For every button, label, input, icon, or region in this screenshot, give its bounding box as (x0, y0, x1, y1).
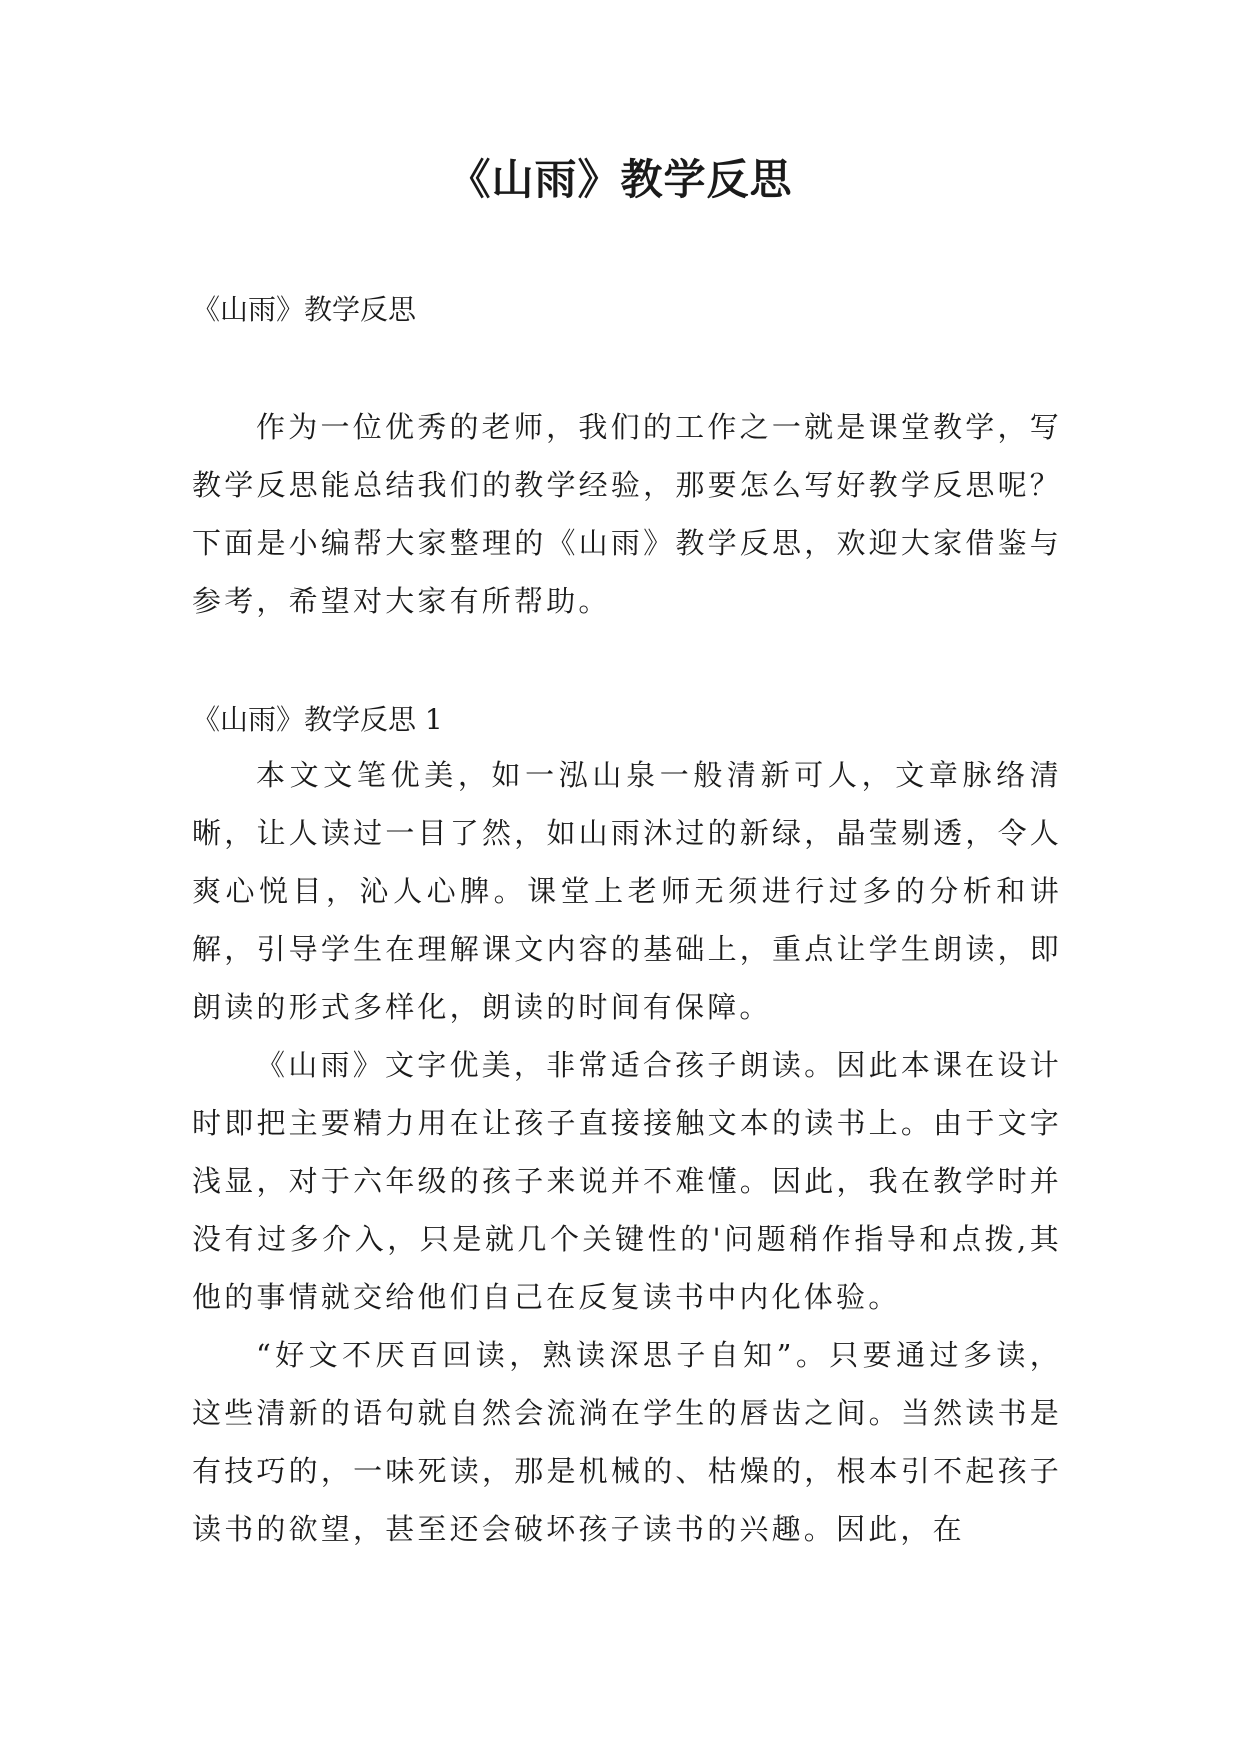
body-paragraph-1: 本文文笔优美，如一泓山泉一般清新可人，文章脉络清晰，让人读过一目了然，如山雨沐过的新绿，晶莹剔透，令人爽心悦目，沁人心脾。课堂上老师无须进行过多的分析和讲解，引导学生在理解课文内容的基础上，重点让学生朗读，即朗读的形式多样化，朗读的时间有保障。 (192, 758, 1062, 1024)
document-title: 《山雨》教学反思 (448, 155, 793, 204)
body-paragraph-2: 《山雨》文字优美，非常适合孩子朗读。因此本课在设计时即把主要精力用在让孩子直接接触文本的读书上。由于文字浅显，对于六年级的孩子来说并不难懂。因此，我在教学时并没有过多介入，只是就几个关键性的'问题稍作指导和点拨,其他的事情就交给他们自己在反复读书中内化体验。 (192, 1048, 1062, 1314)
intro-paragraph: 作为一位优秀的老师，我们的工作之一就是课堂教学，写教学反思能总结我们的教学经验，那要怎么写好教学反思呢？下面是小编帮大家整理的《山雨》教学反思，欢迎大家借鉴与参考，希望对大家有所帮助。 (192, 410, 1062, 618)
document-subtitle: 《山雨》教学反思 (192, 293, 417, 326)
body-paragraph-3: “好文不厌百回读，熟读深思子自知”。只要通过多读，这些清新的语句就自然会流淌在学生的唇齿之间。当然读书是有技巧的，一味死读，那是机械的、枯燥的，根本引不起孩子读书的欲望，甚至还会破坏孩子读书的兴趣。因此，在 (192, 1338, 1062, 1546)
section-heading: 《山雨》教学反思 1 (192, 703, 443, 736)
